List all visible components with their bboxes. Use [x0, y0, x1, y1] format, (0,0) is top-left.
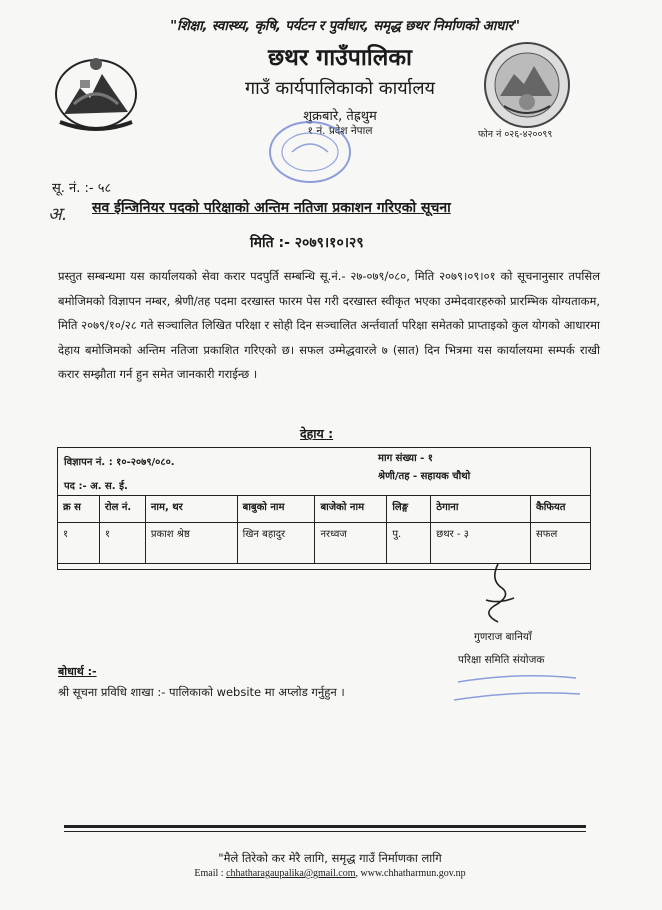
advertisement-number: विज्ञापन नं. : १०-२०७९/०८०. — [64, 457, 175, 468]
signatory-title: परिक्षा समिति संयोजक — [458, 654, 545, 666]
province: १ नं. प्रदेश नेपाल — [307, 125, 373, 137]
cc-text: श्री सूचना प्रविधि शाखा :- पालिकाको website मा अप्लोड गर्नुहुन । — [58, 685, 345, 699]
column-header: नाम, थर — [145, 496, 237, 523]
signature-stamp-icon — [448, 668, 586, 708]
notice-body-text: प्रस्तुत सम्बन्धमा यस कार्यालयको सेवा करार पदपुर्ति सम्बन्धि सू.नं.- २७-०७९/०८०, मिति २०७९।०९।०१ को सूचनानुसार तपसिल बमोजिमको विज्ञापन नम्बर, श्रेणी/तह पदमा दरखास्त फारम पेस गरी दरखास्त स्वीकृत भएका उम्मेदवारहरुको प्रारम्भिक योग्यताकम, मिति २०७९/१०/२८ गते सञ्चालित लिखित परिक्षा र सोही दिन सञ्चालित अर्न्तवार्ता परिक्षा समेतको प्राप्ताइको कुल योगको आधारमा देहाय बमोजिमको अन्तिम नतिजा प्रकाशित गरिएको छ। सफल उम्मेद्धवारले ७ (सात) दिन भित्रमा यस कार्यालयमा सम्पर्क राखी करार सम्झौता गर्न हुन समेत जानकारी गराईन्छ । — [58, 269, 600, 382]
office-stamp-icon — [262, 112, 358, 192]
footer-motto: "मैले तिरेको कर मेरै लागि, समृद्ध गाउँ निर्माणका लागि — [218, 851, 442, 865]
handwritten-mark: अ. — [48, 204, 68, 225]
level: श्रेणी/तह - सहायक चौथो — [378, 471, 471, 482]
table-cell: प्रकाश श्रेष्ठ — [145, 523, 237, 564]
table-header-row — [58, 496, 591, 523]
table-cell: पु. — [387, 523, 431, 564]
table-cell: छथर - ३ — [431, 523, 531, 564]
table-cell: १ — [58, 523, 100, 564]
column-header: रोल नं. — [99, 496, 145, 523]
notice-date: मिति :- २०७९।१०।२९ — [250, 235, 364, 251]
column-header: क्र स — [58, 496, 100, 523]
column-header: कैफियत — [531, 496, 591, 523]
table-cell: सफल — [531, 523, 591, 564]
signatory-name: गुणराज बानियाँ — [474, 631, 532, 643]
footer-divider-thin — [64, 831, 586, 832]
office-name: गाउँ कार्यपालिकाको कार्यालय — [245, 78, 435, 99]
column-header: ठेगाना — [431, 496, 531, 523]
notice-subject: सव ईन्जिनियर पदको परिक्षाको अन्तिम नतिजा प्रकाशन गरिएको सूचना — [92, 200, 451, 216]
email-link[interactable]: chhatharagaupalika@gmail.com — [226, 868, 356, 879]
table-cell: खिन बहादुर — [237, 523, 315, 564]
address: शुक्रबारे, तेह्रथुम — [303, 109, 377, 124]
column-header: बाजेको नाम — [315, 496, 387, 523]
cc-heading: बोधार्थ :- — [58, 665, 97, 678]
slogan: "शिक्षा, स्वास्थ्य, कृषि, पर्यटन र पुर्वाधार, समृद्ध छथर निर्माणको आधार" — [170, 18, 520, 34]
email-label: Email : — [194, 868, 224, 879]
details-heading: देहाय : — [300, 426, 334, 441]
demand-count: माग संख्या - १ — [378, 453, 433, 464]
table-cell: नरध्वज — [315, 523, 387, 564]
post: पद :- अ. स. ई. — [64, 481, 128, 492]
table-row — [58, 523, 591, 564]
result-table — [57, 495, 591, 564]
reference-number: सू. नं. :- ५८ — [52, 181, 112, 196]
notice-body — [58, 264, 600, 387]
organization-name: छथर गाउँपालिका — [268, 45, 412, 71]
municipality-logo-icon — [482, 40, 572, 130]
column-header: लिङ्ग — [387, 496, 431, 523]
signature-icon — [468, 560, 528, 632]
footer-divider — [64, 825, 586, 828]
nepal-emblem-icon — [50, 44, 142, 136]
phone-number: फोन नं ०२६-४२००९९ — [478, 129, 553, 140]
table-cell: १ — [99, 523, 145, 564]
column-header: बाबुको नाम — [237, 496, 315, 523]
footer-contact — [130, 868, 530, 879]
website-link[interactable]: , www.chhatharmun.gov.np — [355, 868, 466, 879]
